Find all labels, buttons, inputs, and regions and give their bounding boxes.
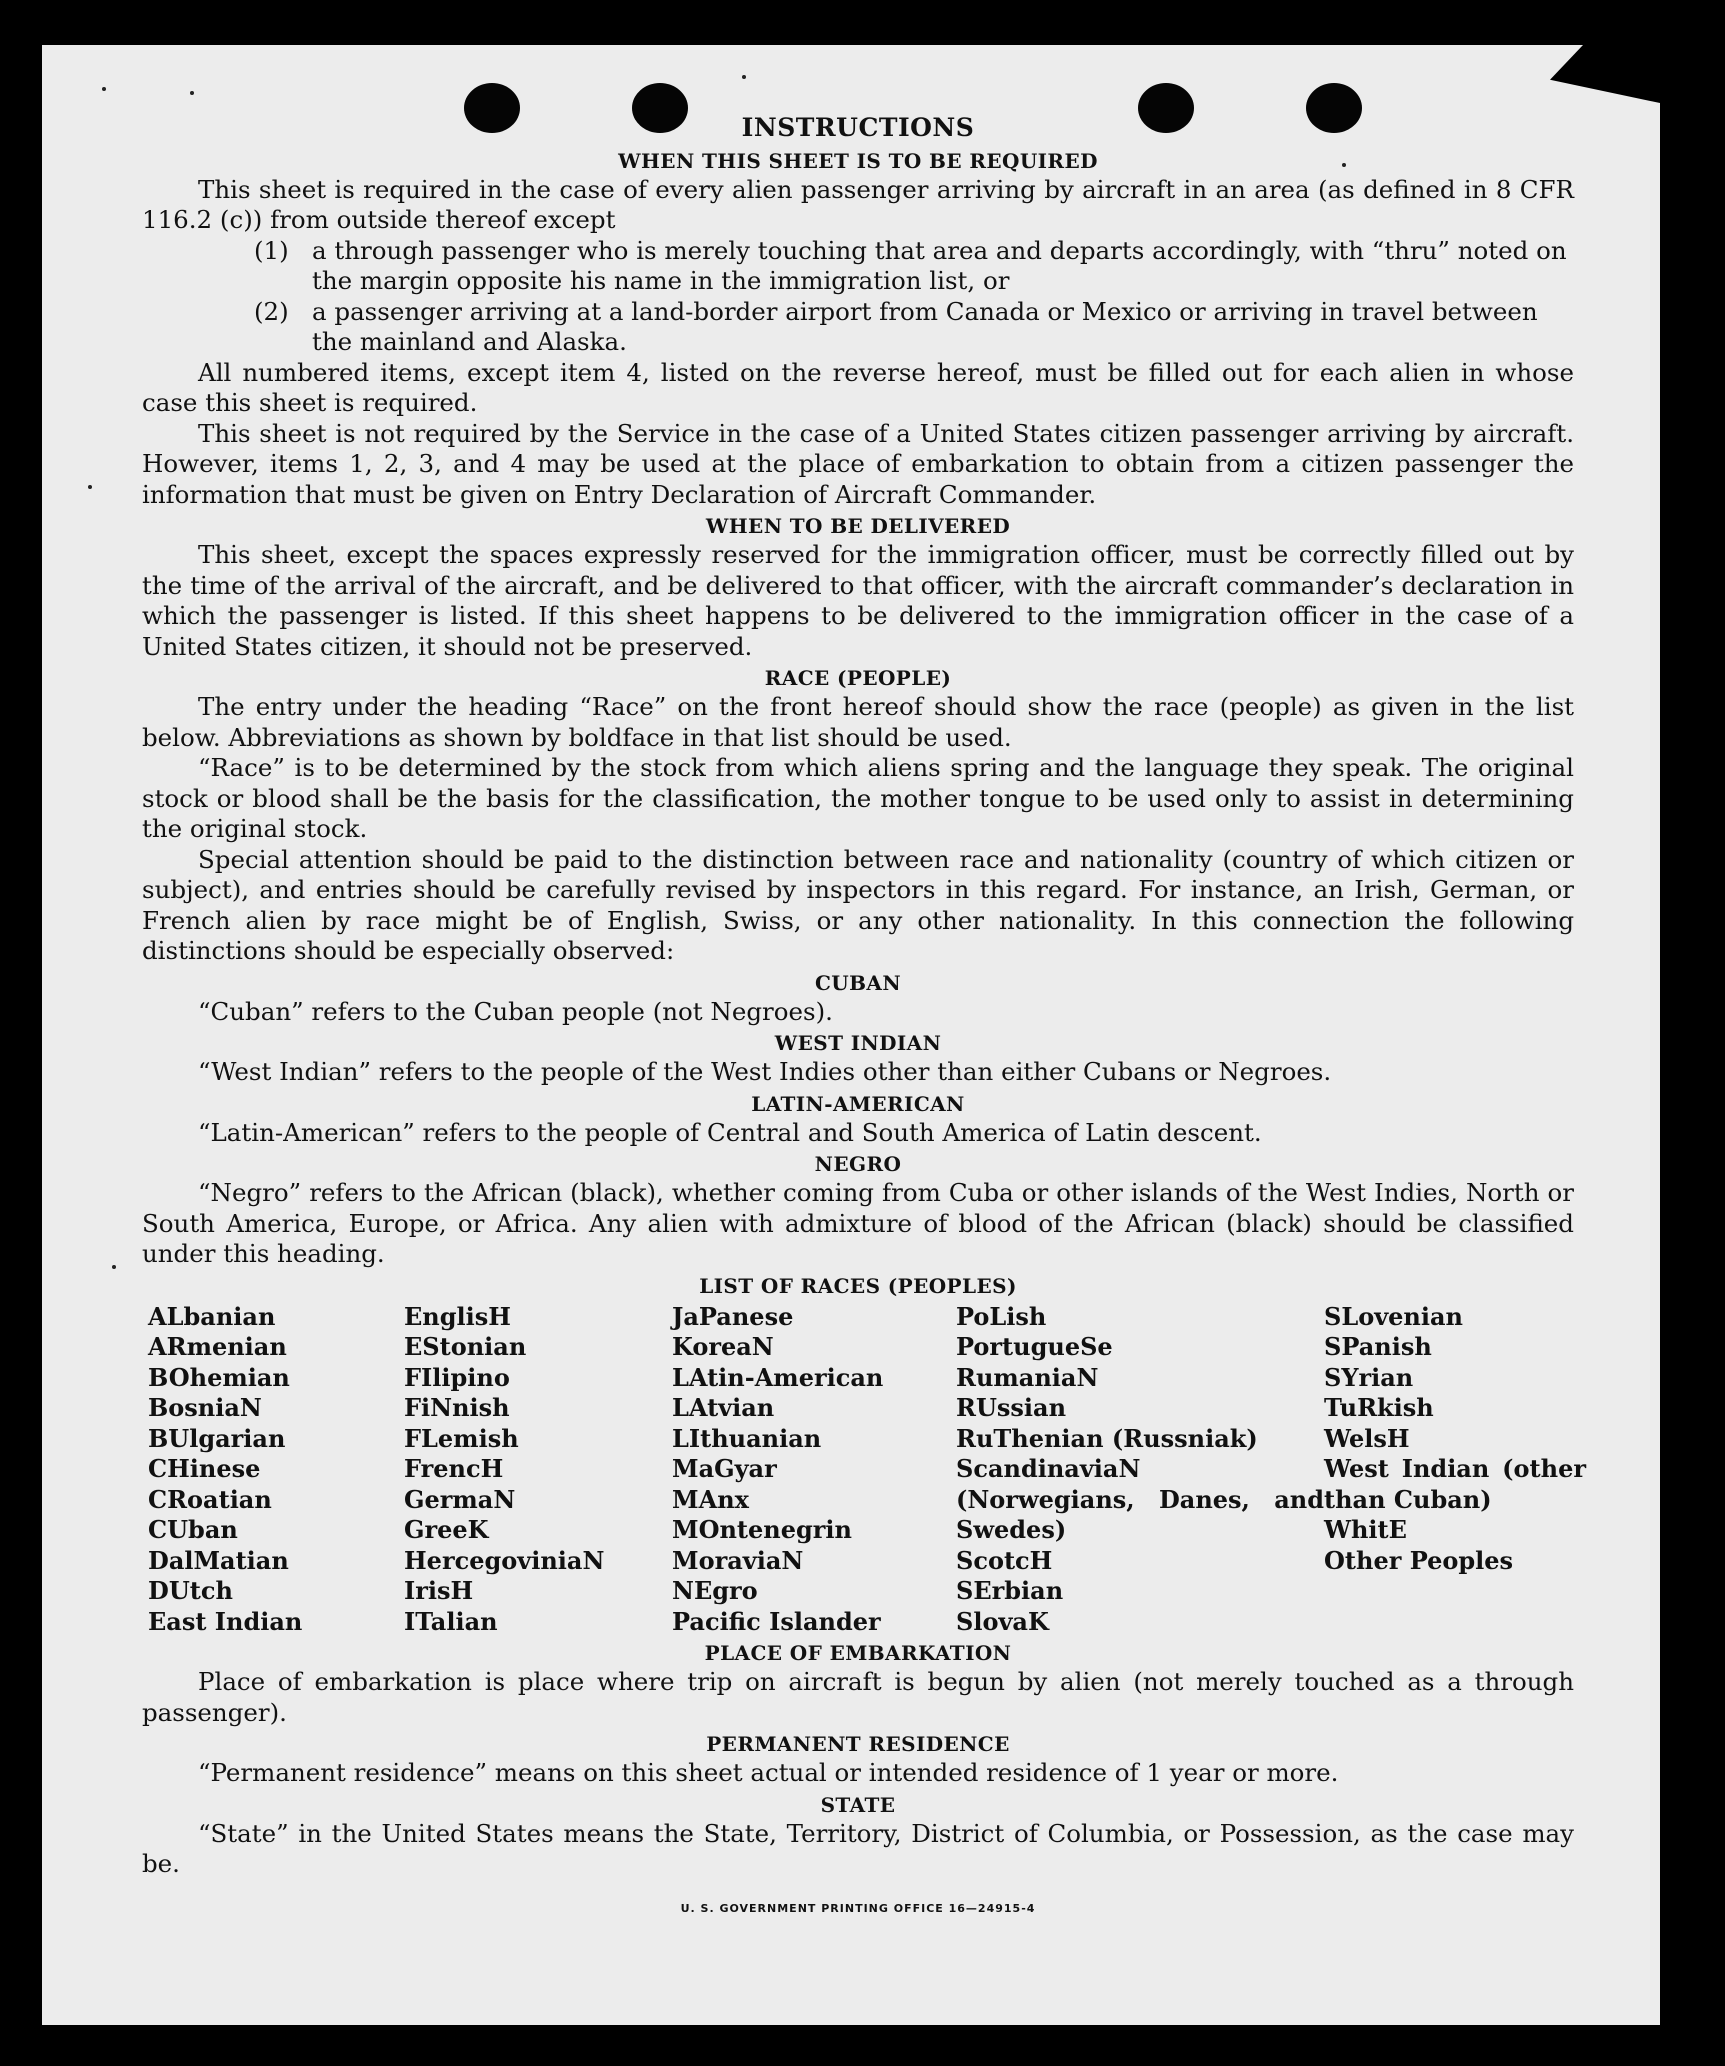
- race-entry: GermaN: [404, 1484, 516, 1514]
- residence-text: “Permanent residence” means on this sheet actual or intended residence of 1 year or more.: [198, 1758, 1339, 1787]
- printing-office-footer: U. S. GOVERNMENT PRINTING OFFICE 16—24915-4: [680, 1901, 1036, 1915]
- race-entry: SLovenian: [1324, 1301, 1463, 1331]
- race-entry: FIlipino: [404, 1362, 510, 1392]
- item-text: a passenger arriving at a land-border airport from Canada or Mexico or arriving in travel between the mainland and Alaska.: [312, 296, 1538, 356]
- heading-when-delivered: WHEN TO BE DELIVERED: [705, 514, 1011, 538]
- exception-item: [254, 297, 1574, 358]
- race-entry: RUssian: [956, 1393, 1067, 1422]
- race-entry: BUlgarian: [148, 1423, 286, 1453]
- race-entry: CRoatian: [148, 1484, 272, 1514]
- race-entry: FLemish: [404, 1423, 519, 1453]
- race-entry: LIthuanian: [672, 1423, 822, 1453]
- latin-american-text: “Latin-American” refers to the people of Central and South America of Latin descent.: [198, 1117, 1262, 1147]
- page-title: INSTRUCTIONS: [741, 113, 975, 142]
- races-column: [1324, 1302, 1586, 1638]
- race-entry: GreeK: [404, 1515, 489, 1544]
- race-para1: The entry under the heading “Race” on the front hereof should show the race (people) as given in the list below. Abbreviations as shown by boldface in that list should be used.: [142, 692, 1574, 752]
- race-entry: West Indian (other than Cuban): [1324, 1454, 1586, 1514]
- race-entry: TuRkish: [1324, 1393, 1434, 1422]
- race-entry: CUban: [148, 1515, 238, 1544]
- instructions-content: [142, 113, 1586, 1924]
- item-number: (1): [254, 235, 289, 265]
- race-entry: ITalian: [404, 1606, 498, 1636]
- heading-list-of-races: LIST OF RACES (PEOPLES): [699, 1273, 1017, 1298]
- when-delivered-text: This sheet, except the spaces expressly reserved for the immigration officer, must be correctly filled out by the time of the arrival of the aircraft, and be delivered to that officer, with the aircraft commander’s declaration in which the passenger is listed. If this sheet happens to be delivered to the immigration officer in the case of a United States citizen, it should not be preserved.: [142, 540, 1574, 661]
- races-column: [672, 1302, 956, 1638]
- exception-item: [254, 236, 1574, 297]
- race-entry: EnglisH: [404, 1301, 511, 1331]
- races-column: [404, 1302, 672, 1638]
- race-entry: MOntenegrin: [672, 1515, 852, 1544]
- race-entry: ScandinaviaN (Norwegians, Danes, and Swedes): [956, 1454, 1324, 1544]
- race-entry: JaPanese: [672, 1301, 794, 1331]
- race-entry: NEgro: [672, 1576, 758, 1605]
- when-required-para3: This sheet is not required by the Service in the case of a United States citizen passenger arriving by aircraft. However, items 1, 2, 3, and 4 may be used at the place of embarkation to obtain from a citizen passenger the information that must be given on Entry Declaration of Aircraft Commander.: [142, 418, 1574, 509]
- race-entry: MoraviaN: [672, 1545, 804, 1575]
- heading-latin-american: LATIN-AMERICAN: [751, 1091, 965, 1116]
- race-entry: BOhemian: [148, 1362, 290, 1392]
- race-entry: PortugueSe: [956, 1332, 1113, 1361]
- races-column: [148, 1302, 404, 1638]
- race-entry: LAtvian: [672, 1393, 775, 1422]
- races-column: [956, 1302, 1324, 1638]
- race-entry: MaGyar: [672, 1454, 777, 1483]
- race-para2: “Race” is to be determined by the stock from which aliens spring and the language they speak. The original stock or blood shall be the basis for the classification, the mother tongue to be used only to assist in determining the original stock.: [142, 753, 1574, 843]
- race-entry: CHinese: [148, 1454, 261, 1483]
- document-page: [42, 45, 1660, 2025]
- race-entry: SYrian: [1324, 1362, 1414, 1392]
- race-entry: WhitE: [1324, 1515, 1407, 1544]
- race-para3: Special attention should be paid to the distinction between race and nationality (country of which citizen or subject), and entries should be carefully revised by inspectors in this regard. For instance, an Irish, German, or French alien by race might be of English, Swiss, or any other nationality. In this connection the following distinctions should be especially observed:: [142, 844, 1574, 965]
- embarkation-text: Place of embarkation is place where trip on aircraft is begun by alien (not merely touched as a through passenger).: [142, 1667, 1574, 1727]
- heading-when-required: WHEN THIS SHEET IS TO BE REQUIRED: [618, 148, 1098, 173]
- race-entry: RumaniaN: [956, 1362, 1099, 1392]
- race-entry: PoLish: [956, 1301, 1047, 1331]
- when-required-para2: All numbered items, except item 4, listed on the reverse hereof, must be filled out for each alien in whose case this sheet is required.: [142, 357, 1574, 417]
- race-entry: DUtch: [148, 1576, 233, 1605]
- item-text: a through passenger who is merely touching that area and departs accordingly, with “thru” noted on the margin opposite his name in the immigration list, or: [312, 235, 1567, 295]
- race-entry: Other Peoples: [1324, 1545, 1514, 1575]
- race-entry: SlovaK: [956, 1606, 1049, 1636]
- race-entry: IrisH: [404, 1576, 474, 1605]
- heading-cuban: CUBAN: [814, 970, 902, 995]
- race-entry: SPanish: [1324, 1332, 1432, 1361]
- race-entry: RuThenian (Russniak): [956, 1423, 1258, 1453]
- heading-race: RACE (PEOPLE): [764, 666, 952, 690]
- race-entry: EStonian: [404, 1332, 527, 1361]
- races-table: [142, 1301, 1586, 1638]
- heading-state: STATE: [820, 1792, 896, 1817]
- item-number: (2): [254, 296, 289, 326]
- race-entry: FiNnish: [404, 1393, 510, 1422]
- heading-west-indian: WEST INDIAN: [774, 1031, 942, 1055]
- race-entry: Pacific Islander: [672, 1606, 881, 1636]
- race-entry: DalMatian: [148, 1545, 289, 1575]
- race-entry: BosniaN: [148, 1393, 262, 1422]
- race-entry: WelsH: [1324, 1423, 1410, 1453]
- when-required-intro: This sheet is required in the case of every alien passenger arriving by aircraft in an area (as defined in 8 CFR 116.2 (c)) from outside thereof except: [142, 174, 1574, 234]
- race-entry: East Indian: [148, 1606, 303, 1636]
- negro-text: “Negro” refers to the African (black), whether coming from Cuba or other islands of the West Indies, North or South America, Europe, or Africa. Any alien with admixture of blood of the African (black) should be classified under this heading.: [142, 1178, 1574, 1268]
- race-entry: SErbian: [956, 1576, 1064, 1605]
- race-entry: KoreaN: [672, 1332, 774, 1361]
- race-entry: FrencH: [404, 1454, 504, 1483]
- torn-corner: [1550, 45, 1660, 103]
- heading-residence: PERMANENT RESIDENCE: [706, 1732, 1010, 1756]
- race-entry: ALbanian: [148, 1301, 276, 1331]
- race-entry: HercegoviniaN: [404, 1545, 605, 1575]
- race-entry: LAtin-American: [672, 1362, 884, 1392]
- state-text: “State” in the United States means the State, Territory, District of Columbia, or Possession, as the case may be.: [142, 1818, 1574, 1878]
- race-entry: ARmenian: [148, 1332, 287, 1361]
- west-indian-text: “West Indian” refers to the people of the West Indies other than either Cubans or Negroes.: [198, 1057, 1332, 1086]
- cuban-text: “Cuban” refers to the Cuban people (not Negroes).: [198, 996, 833, 1026]
- heading-negro: NEGRO: [814, 1152, 902, 1176]
- race-entry: ScotcH: [956, 1545, 1053, 1575]
- heading-embarkation: PLACE OF EMBARKATION: [704, 1641, 1012, 1665]
- race-entry: MAnx: [672, 1484, 749, 1514]
